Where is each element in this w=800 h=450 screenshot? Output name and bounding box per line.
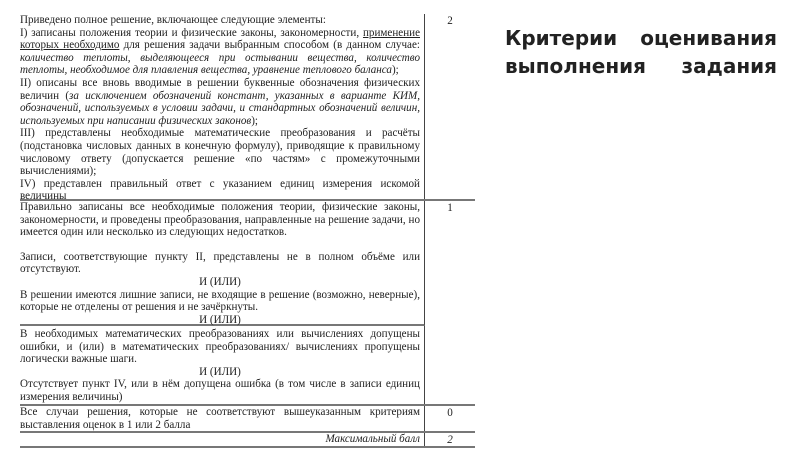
criterion-paragraph: Правильно записаны все необходимые положения теории, физические законы, закономерности, и проведены преобразования, направленные на решение задачи, но имеется один или несколько из следующих недостатков. [20,201,420,239]
criterion-paragraph: В решении имеются лишние записи, не входящие в решение (возможно, неверные), которые не отделены от решения и не зачёркнуты. [20,288,420,314]
criterion-paragraph: Отсутствует пункт IV, или в нём допущена ошибка (в том числе в записи единиц измерения величины) [20,378,420,403]
score-cell: 0 [447,407,453,419]
table-row-max [20,433,475,448]
criterion-text: Все случаи решения, которые не соответствуют вышеуказанным критериям выставления оценок в 1 или 2 балла [20,406,425,431]
criterion-text [20,201,425,326]
criterion-paragraph: В необходимых математических преобразованиях или вычислениях допущены ошибки, и (или) в математических преобразованиях/ вычислениях пропущены логически важные шаги. [20,328,420,366]
criterion-item-2: II) описаны все вновь вводимые в решении буквенные обозначения физических величин (за исключением обозначений констант, указанных в варианте КИМ, обозначений, используемых в условии задачи, и стандартных обозначений величин, используемых при написании физических законов); [20,76,420,127]
criterion-intro: Приведено полное решение, включающее следующие элементы: [20,14,326,26]
table-row-score-1 [20,201,475,326]
score-cell: 1 [447,202,453,214]
max-score-value: 2 [447,434,453,446]
score-cell-empty [425,326,475,404]
max-score-label: Максимальный балл [20,433,425,446]
or-separator: И (ИЛИ) [199,313,241,326]
criterion-paragraph: Записи, соответствующие пункту II, представлены не в полном объёме или отсутствуют. [20,250,420,276]
or-separator: И (ИЛИ) [199,365,241,378]
table-row-score-0 [20,406,475,433]
criterion-text [20,326,425,404]
table-row-score-1-cont [20,326,475,406]
criterion-item-1: I) записаны положения теории и физические законы, закономерности, применение которых необходимо для решения задачи выбранным способом (в данном случае: количество теплоты, выделяющееся при остывании вещества, количество теплоты, необходимое для плавления вещества, уравнение теплового баланса); [20,26,420,77]
score-cell: 2 [447,15,453,27]
criterion-item-3: III) представлены необходимые математические преобразования и расчёты (подстановка числовых данных в конечную формулу), приводящие к правильному числовому ответу (допускается решение «по частям» с промежуточными вычислениями); [20,127,420,178]
criteria-table [20,14,475,448]
criterion-text [20,14,425,203]
criterion-item-4: IV) представлен правильный ответ с указанием единиц измерения искомой величины [20,177,420,203]
slide-title: Критерии оценивания выполнения задания [505,26,777,78]
table-row-score-2 [20,14,475,201]
or-separator: И (ИЛИ) [199,275,241,288]
